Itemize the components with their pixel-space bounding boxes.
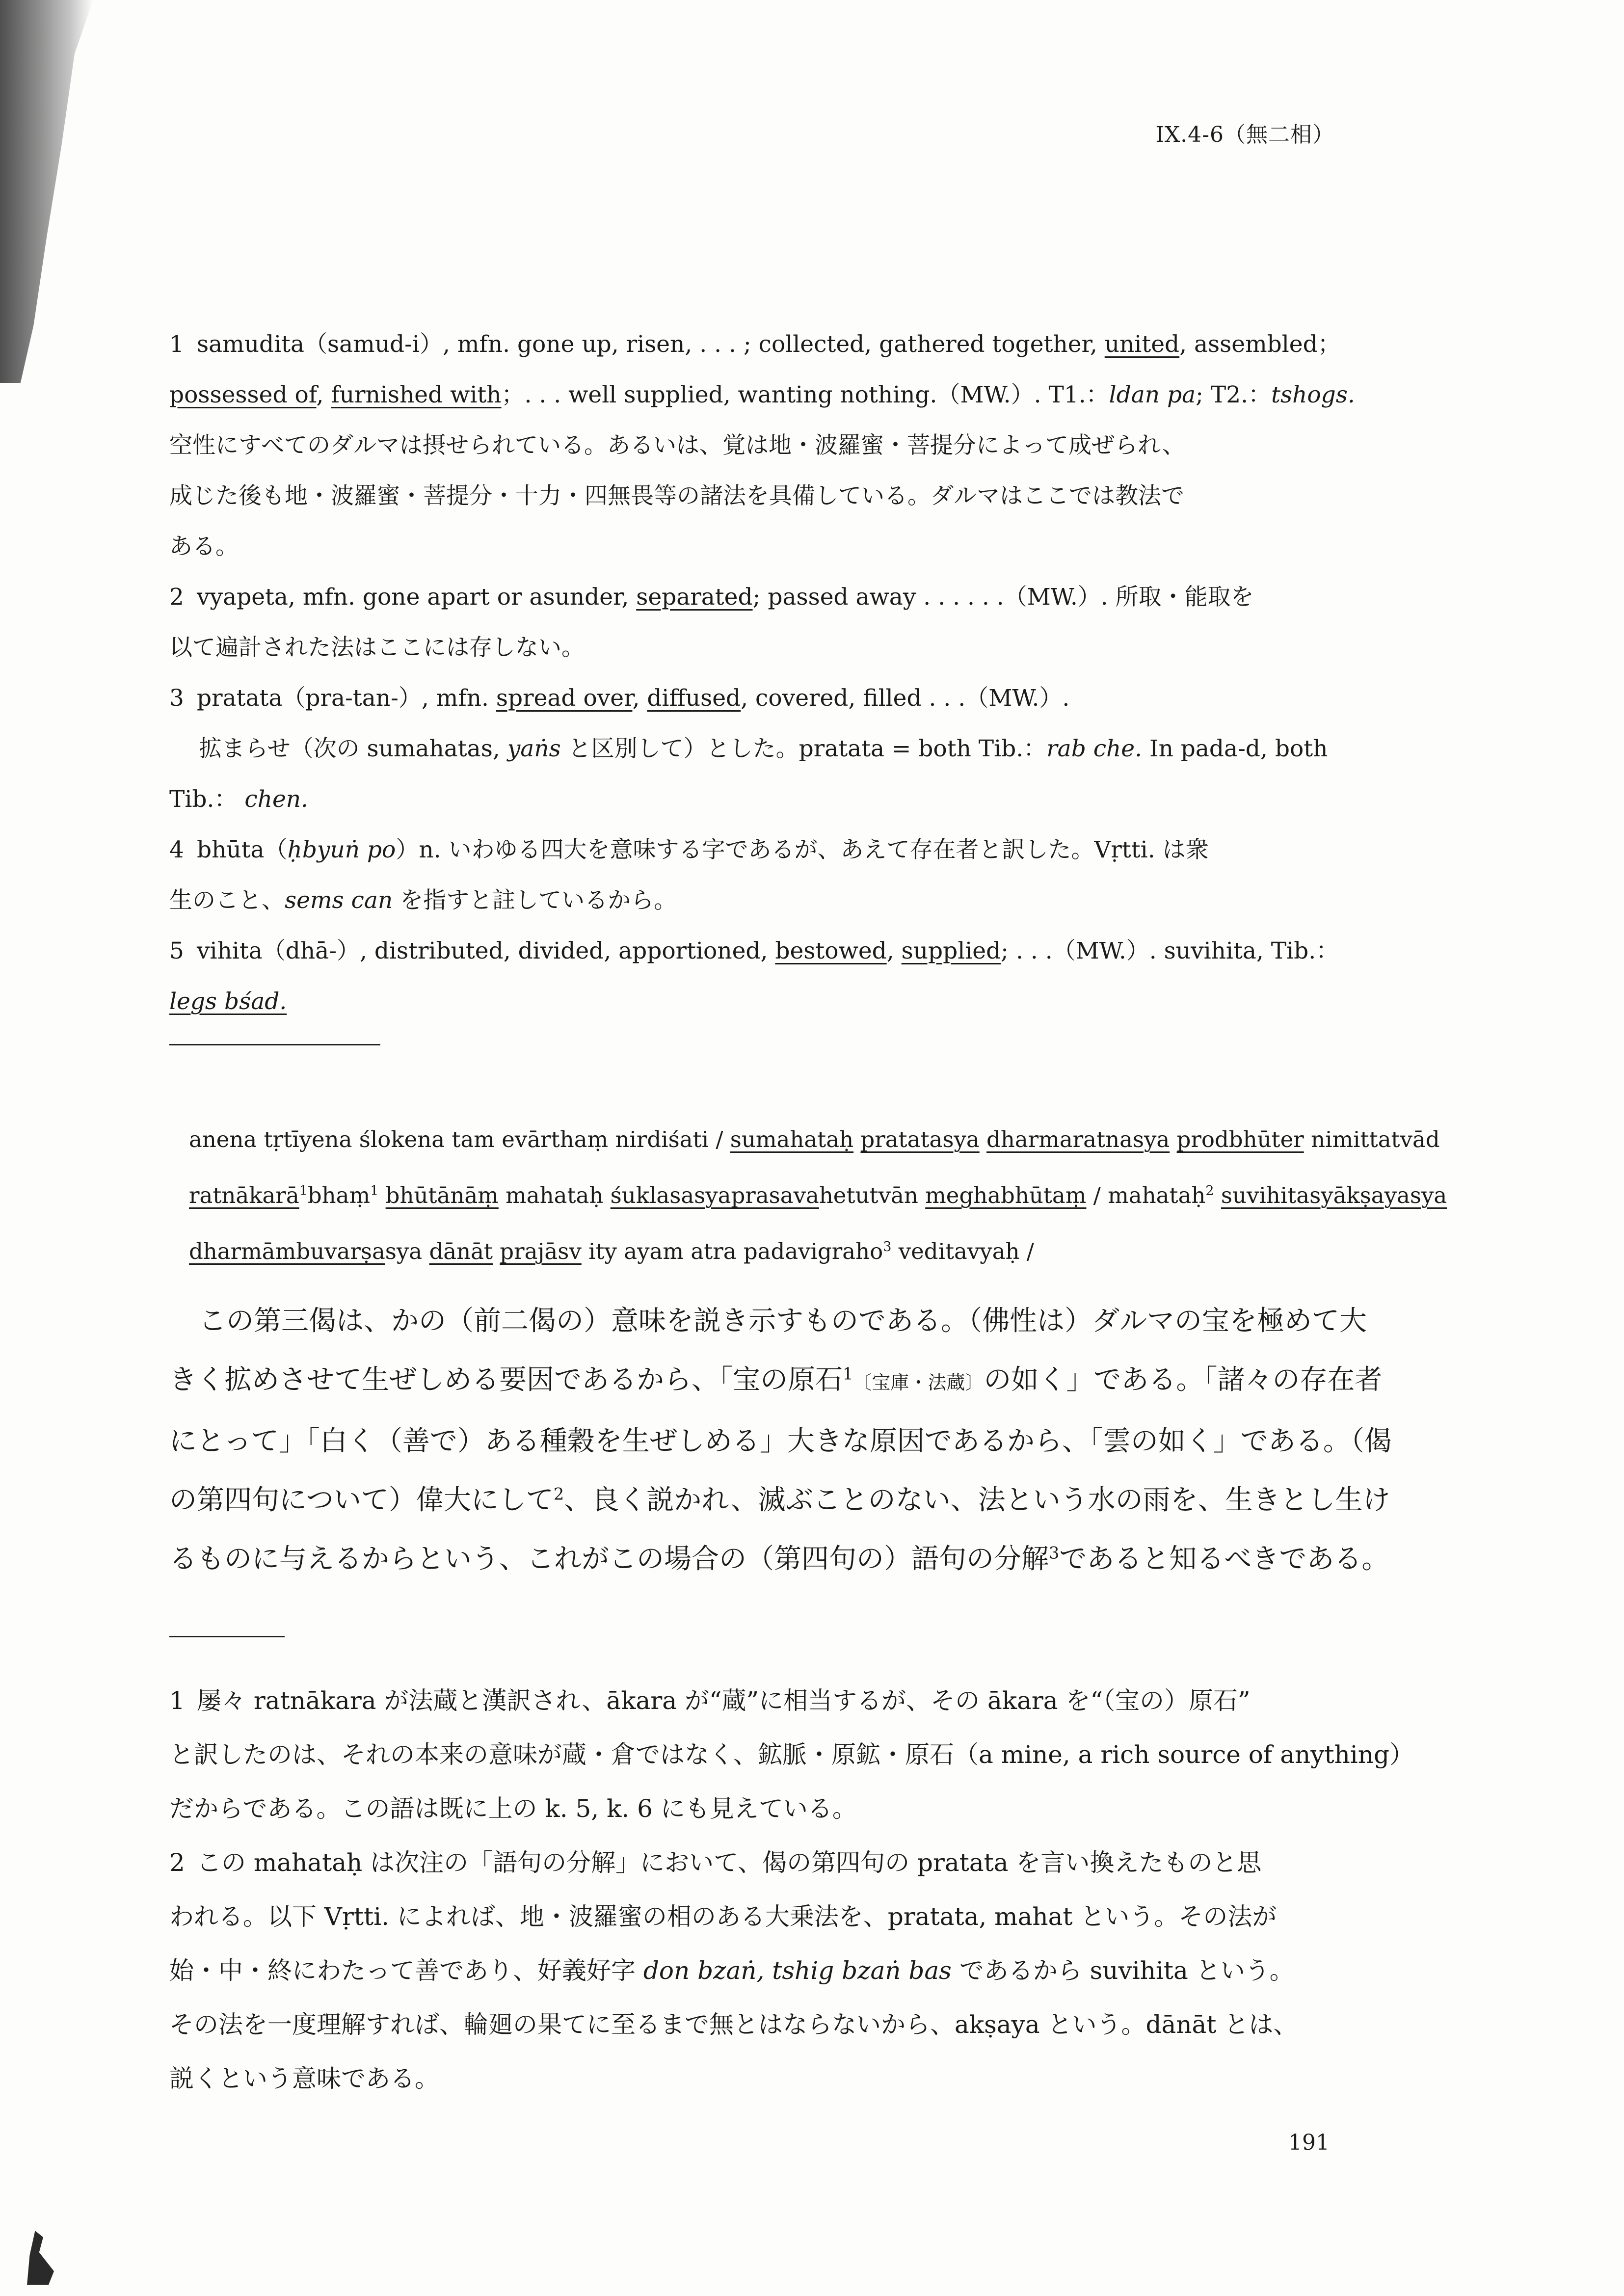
- footnote-2-ja-1: 以て遍計された法はここには存しない。: [169, 634, 585, 661]
- note-2-line-1: 2 この mahataḥ は次注の「語句の分解」において、偈の第四句の pratata を言い換えたものと思: [169, 1848, 1262, 1877]
- footnote-4-line-2: 生のこと、sems can を指すと註しているから。: [169, 887, 677, 914]
- note-2-line-3: 始・中・終にわたって善であり、好義好字 don bzaṅ, tshig bzaṅ bas であるから suvihita という。: [169, 1956, 1294, 1985]
- footnote-1-ja-3: ある。: [169, 533, 239, 560]
- footnote-1-line-2: possessed of, furnished with；. . . well supplied, wanting nothing.（MW.）. T1.：ldan pa; T2.：tshogs.: [169, 381, 1355, 408]
- japanese-translation: [169, 1292, 1392, 1589]
- footnote-3-line-3: Tib.： chen.: [169, 786, 308, 813]
- footnote-2-line-1: 2 vyapeta, mfn. gone apart or asunder, separated; passed away . . . . . .（MW.）. 所取・能取を: [169, 584, 1254, 611]
- note-2-line-4: その法を一度理解すれば、輪廻の果てに至るまで無とはならないから、akṣaya という。dānāt とは、: [169, 2010, 1298, 2039]
- footnotes-top: [169, 319, 1355, 1027]
- notes-bottom: [169, 1674, 1414, 2106]
- note-2-line-2: われる。以下 Vṛtti. によれば、地・波羅蜜の相のある大乗法を、pratata, mahat という。その法が: [169, 1902, 1277, 1931]
- translation-line-4: の第四句について）偉大にして$^2$、良く説かれ、滅ぶことのない、法という水の雨を、生きとし生け: [169, 1484, 1390, 1516]
- footnote-1-line-1: 1 samudita（samud-i）, mfn. gone up, risen, . . . ; collected, gathered together, united, assembled；: [169, 331, 1341, 358]
- translation-line-1: この第三偈は、かの（前二偈の）意味を説き示すものである。（佛性は）ダルマの宝を極めて大: [199, 1305, 1367, 1337]
- footnote-3-line-2: 拡まらせ（次の sumahatas, yaṅs と区別して）とした。pratata = both Tib.：rab che. In pada-d, both: [199, 735, 1328, 762]
- sanskrit-line-3: dharmāmbuvarṣasya dānāt prajāsv ity ayam atra padavigraho$^3$ veditavyaḥ /: [189, 1238, 1034, 1264]
- note-1-line-2: と訳したのは、それの本来の意味が蔵・倉ではなく、鉱脈・原鉱・原石（a mine, a rich source of anything）: [169, 1740, 1414, 1769]
- footnote-5-line-1: 5 vihita（dhā-）, distributed, divided, apportioned, bestowed, supplied; . . .（MW.）. suvihita, Tib.：: [169, 937, 1339, 964]
- footnote-3-line-1: 3 pratata（pra-tan-）, mfn. spread over, diffused, covered, filled . . .（MW.）.: [169, 685, 1070, 712]
- note-1-line-3: だからである。この語は既に上の k. 5, k. 6 にも見えている。: [169, 1794, 857, 1823]
- page-number: 191: [1288, 2130, 1330, 2155]
- footnote-1-ja-2: 成じた後も地・波羅蜜・菩提分・十力・四無畏等の諸法を具備している。ダルマはここでは教法で: [169, 482, 1184, 509]
- footnote-rule: [169, 1044, 380, 1045]
- footnote-5-line-2: legs bśad.: [169, 988, 287, 1015]
- footnote-1-ja-1: 空性にすべてのダルマは摂せられている。あるいは、覚は地・波羅蜜・菩提分によって成ぜられ、: [169, 432, 1185, 459]
- scan-mark: [27, 2231, 54, 2285]
- translation-line-5: るものに与えるからという、これがこの場合の（第四句の）語句の分解$^3$であると知るべきである。: [169, 1543, 1389, 1575]
- running-head: IX.4-6（無二相）: [1155, 122, 1334, 147]
- sanskrit-passage: [169, 1112, 1447, 1280]
- sanskrit-line-1: anena tṛtīyena ślokena tam evārthaṃ nirdiśati / sumahataḥ pratatasya dharmaratnasya prodbhūter nimittatvād: [189, 1126, 1440, 1152]
- translation-line-3: にとって」「白く（善で）ある種穀を生ぜしめる」大きな原因であるから、「雲の如く」である。（偈: [169, 1425, 1392, 1457]
- footnote-4-line-1: 4 bhūta（ḥbyuṅ po）n. いわゆる四大を意味する字であるが、あえて存在者と訳した。Vṛtti. は衆: [169, 836, 1209, 863]
- sanskrit-line-2: ratnākarā$^1$bhaṃ$^1$ bhūtānāṃ mahataḥ śuklasasyaprasavahetutvān meghabhūtaṃ / mahataḥ$^2$ suvihitasyākṣayasya: [189, 1182, 1447, 1208]
- notes-rule: [169, 1636, 285, 1637]
- note-1-line-1: 1 屡々 ratnākara が法蔵と漢訳され、ākara が“蔵”に相当するが、その ākara を“（宝の）原石”: [169, 1686, 1251, 1715]
- translation-line-2: きく拡めさせて生ぜしめる要因であるから、「宝の原石$^1$〔宝庫・法蔵〕の如く」である。「諸々の存在者: [169, 1364, 1383, 1396]
- scan-shadow: [0, 0, 93, 383]
- note-2-line-5: 説くという意味である。: [169, 2064, 439, 2093]
